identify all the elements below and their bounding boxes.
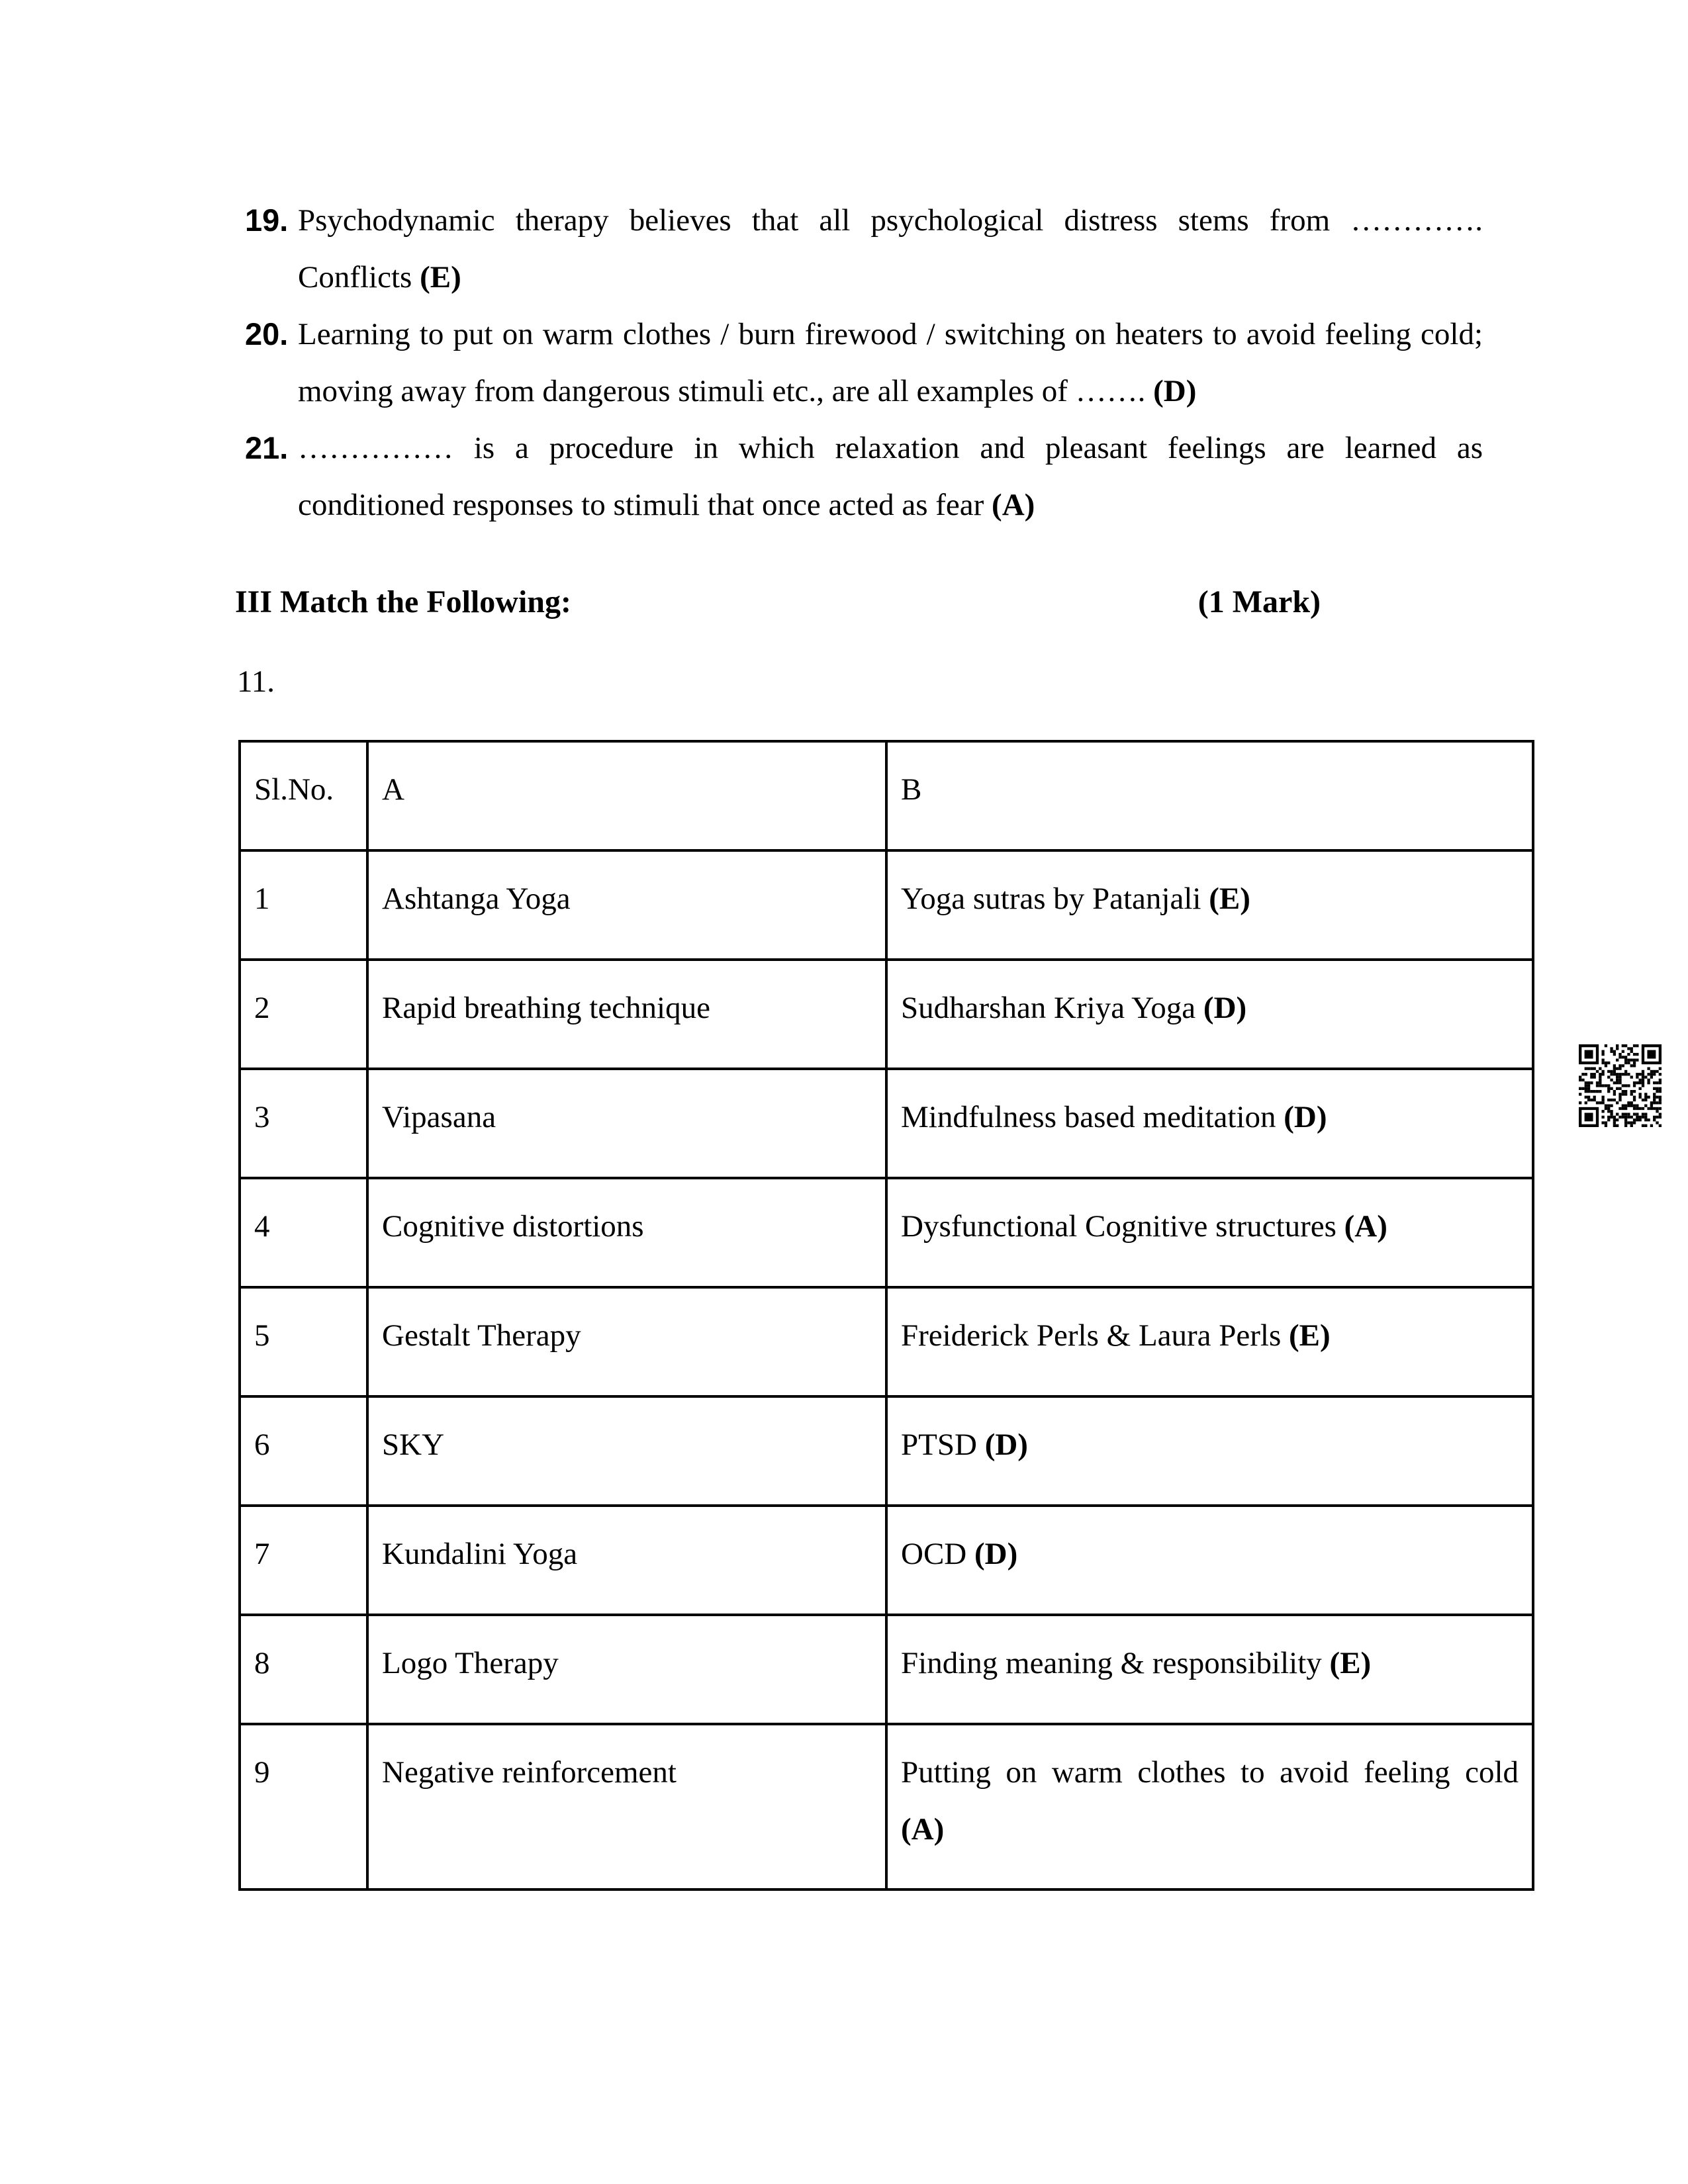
cell-slno: 6 bbox=[240, 1396, 367, 1506]
cell-b-text: Finding meaning & responsibility bbox=[901, 1646, 1330, 1680]
answer-tag: (A) bbox=[992, 488, 1035, 522]
table-row bbox=[240, 1506, 1533, 1615]
cell-a: Gestalt Therapy bbox=[367, 1287, 886, 1396]
header-slno: Sl.No. bbox=[240, 741, 367, 850]
cell-b-text: Mindfulness based meditation bbox=[901, 1100, 1284, 1134]
header-a: A bbox=[367, 741, 886, 850]
table-row bbox=[240, 1396, 1533, 1506]
cell-a: Cognitive distortions bbox=[367, 1178, 886, 1287]
cell-b-text: Dysfunctional Cognitive structures bbox=[901, 1209, 1344, 1244]
cell-a: Ashtanga Yoga bbox=[367, 850, 886, 960]
table-row bbox=[240, 1287, 1533, 1396]
cell-a: SKY bbox=[367, 1396, 886, 1506]
cell-slno: 4 bbox=[240, 1178, 367, 1287]
cell-b-text: Yoga sutras by Patanjali bbox=[901, 882, 1209, 916]
table-row bbox=[240, 850, 1533, 960]
table-row bbox=[240, 1724, 1533, 1889]
cell-b-text: Sudharshan Kriya Yoga bbox=[901, 991, 1203, 1025]
cell-b bbox=[886, 1069, 1533, 1178]
cell-slno: 8 bbox=[240, 1615, 367, 1724]
match-table bbox=[238, 740, 1534, 1891]
answer-tag: (E) bbox=[1329, 1646, 1372, 1680]
cell-b bbox=[886, 1396, 1533, 1506]
answer-tag: (A) bbox=[901, 1812, 945, 1846]
section-title: III Match the Following: bbox=[235, 584, 571, 619]
table-row bbox=[240, 1178, 1533, 1287]
answer-tag: (E) bbox=[1209, 882, 1250, 916]
answer-tag: (D) bbox=[1284, 1100, 1327, 1134]
cell-b bbox=[886, 1178, 1533, 1287]
cell-b bbox=[886, 850, 1533, 960]
cell-slno: 5 bbox=[240, 1287, 367, 1396]
header-b: B bbox=[886, 741, 1533, 850]
cell-a: Rapid breathing technique bbox=[367, 960, 886, 1069]
cell-b bbox=[886, 1615, 1533, 1724]
qr-code-icon bbox=[1579, 1044, 1662, 1127]
table-row bbox=[240, 1069, 1533, 1178]
cell-slno: 7 bbox=[240, 1506, 367, 1615]
cell-b bbox=[886, 960, 1533, 1069]
question-number: 20. bbox=[245, 316, 289, 351]
cell-a: Negative reinforcement bbox=[367, 1724, 886, 1889]
cell-slno: 9 bbox=[240, 1724, 367, 1889]
cell-slno: 2 bbox=[240, 960, 367, 1069]
question-number-11: 11. bbox=[237, 664, 275, 699]
cell-slno: 1 bbox=[240, 850, 367, 960]
section-heading bbox=[235, 576, 1321, 629]
cell-a: Vipasana bbox=[367, 1069, 886, 1178]
answer-tag: (D) bbox=[974, 1537, 1018, 1571]
cell-b bbox=[886, 1506, 1533, 1615]
answer-tag: (D) bbox=[1153, 374, 1197, 408]
table-header-row bbox=[240, 741, 1533, 850]
cell-b-text: Putting on warm clothes to avoid feeling cold bbox=[901, 1755, 1519, 1790]
table-row bbox=[240, 1615, 1533, 1724]
section-marks: (1 Mark) bbox=[1197, 584, 1321, 619]
question-text: Learning to put on warm clothes / burn firewood / switching on heaters to avoid feeling cold; moving away from dangerous stimuli etc., are all examples of ……. bbox=[298, 317, 1483, 408]
question-number: 21. bbox=[245, 430, 289, 465]
question-20 bbox=[245, 306, 1483, 420]
question-21 bbox=[245, 420, 1483, 533]
answer-tag: (A) bbox=[1344, 1209, 1387, 1244]
question-19 bbox=[245, 192, 1483, 306]
cell-b-text: OCD bbox=[901, 1537, 974, 1571]
cell-b-text: PTSD bbox=[901, 1428, 985, 1462]
answer-tag: (D) bbox=[1203, 991, 1247, 1025]
cell-slno: 3 bbox=[240, 1069, 367, 1178]
question-number: 19. bbox=[245, 203, 289, 238]
answer-tag: (D) bbox=[984, 1428, 1028, 1462]
question-text: Psychodynamic therapy believes that all psychological distress stems from …………. Conflicts bbox=[298, 203, 1483, 295]
cell-b-text: Freiderick Perls & Laura Perls bbox=[901, 1318, 1289, 1353]
cell-a: Logo Therapy bbox=[367, 1615, 886, 1724]
question-text: …………… is a procedure in which relaxation and pleasant feelings are learned as conditioned responses to stimuli that once acted as fear bbox=[298, 431, 1483, 522]
table-row bbox=[240, 960, 1533, 1069]
answer-tag: (E) bbox=[420, 260, 461, 295]
answer-tag: (E) bbox=[1289, 1318, 1331, 1353]
cell-a: Kundalini Yoga bbox=[367, 1506, 886, 1615]
cell-b bbox=[886, 1287, 1533, 1396]
cell-b bbox=[886, 1724, 1533, 1889]
